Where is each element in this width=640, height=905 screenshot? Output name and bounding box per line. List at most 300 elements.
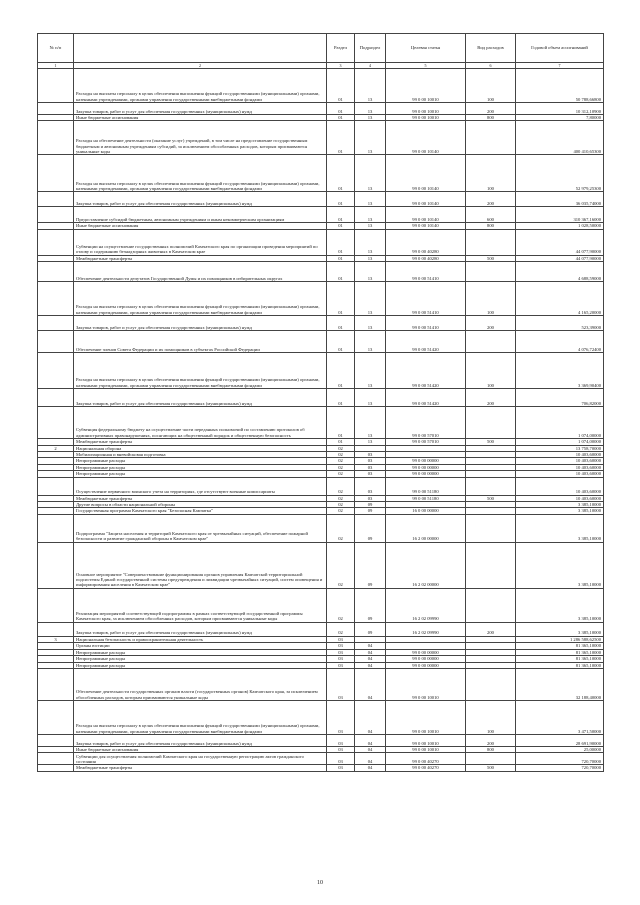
header-expense-type: Вид расходов	[466, 34, 516, 63]
row-target-article: 99 0 00 10010	[386, 103, 466, 115]
header-annual-amount: Годовой объем ассигнований	[516, 34, 604, 63]
row-section: 03	[327, 700, 355, 734]
row-section: 02	[327, 495, 355, 501]
row-subsection: 03	[355, 495, 386, 501]
row-subsection: 13	[355, 223, 386, 229]
row-expense-type: 200	[466, 192, 516, 207]
row-section: 01	[327, 69, 355, 103]
row-name: Национальная оборона	[74, 445, 327, 451]
row-section: 01	[327, 155, 355, 192]
row-section: 03	[327, 765, 355, 771]
row-section: 03	[327, 662, 355, 668]
row-number	[38, 407, 74, 439]
row-section: 03	[327, 656, 355, 662]
row-target-article: 16 2 02 09990	[386, 622, 466, 636]
row-target-article: 99 0 00 10010	[386, 746, 466, 752]
row-expense-type: 100	[466, 282, 516, 316]
row-target-article: 16 2 02 00000	[386, 542, 466, 588]
row-section: 03	[327, 668, 355, 700]
row-subsection: 09	[355, 542, 386, 588]
row-number	[38, 542, 74, 588]
row-target-article: 99 0 00 40270	[386, 765, 466, 771]
row-amount: 4 688,59000	[516, 262, 604, 282]
row-name: Обеспечение деятельности депутатов Государственной Думы и их помощников в избирательных округах	[74, 262, 327, 282]
table-row	[38, 155, 604, 192]
row-subsection: 09	[355, 622, 386, 636]
row-section: 01	[327, 255, 355, 261]
row-section: 03	[327, 649, 355, 655]
row-section: 02	[327, 502, 355, 508]
row-subsection: 13	[355, 69, 386, 103]
header-name	[74, 34, 327, 63]
row-number	[38, 229, 74, 255]
row-section: 03	[327, 753, 355, 765]
row-amount: 3 369,90400	[516, 353, 604, 389]
row-target-article: 99 0 00 57010	[386, 439, 466, 445]
table-row	[38, 262, 604, 282]
row-name: Межбюджетные трансферты	[74, 765, 327, 771]
row-target-article: 16 0 00 00000	[386, 508, 466, 514]
header-target-article: Целевая статья	[386, 34, 466, 63]
row-section: 03	[327, 643, 355, 649]
row-subsection: 04	[355, 765, 386, 771]
row-name: Субвенции на осуществление государственных полномочий Камчатского края по организации проведения мероприятий по отлову и содержанию безнадзорных животных в Камчатском крае	[74, 229, 327, 255]
row-section: 01	[327, 115, 355, 121]
row-name: Осуществление первичного воинского учета на территориях, где отсутствуют военные комиссариаты	[74, 477, 327, 495]
row-section: 03	[327, 734, 355, 746]
row-target-article: 99 0 00 51180	[386, 477, 466, 495]
row-name: Реализация мероприятий соответствующей подпрограммы в рамках соответствующей государственной программы Камчатского края, за исключением обособленных расходов, которым присваиваются уникальные коды	[74, 588, 327, 622]
row-name: Обеспечение членов Совета Федерации и их помощников в субъектах Российской Федерации	[74, 331, 327, 353]
row-amount: 3 471,50000	[516, 700, 604, 734]
column-number: 3	[327, 63, 355, 69]
row-amount: 25,00000	[516, 746, 604, 752]
row-subsection: 04	[355, 649, 386, 655]
row-section: 01	[327, 282, 355, 316]
row-amount: 81 365,10000	[516, 649, 604, 655]
row-name: Межбюджетные трансферты	[74, 255, 327, 261]
row-amount: 10 403,60000	[516, 464, 604, 470]
row-amount: 1 286 588,62500	[516, 636, 604, 642]
row-target-article: 99 0 00 10140	[386, 192, 466, 207]
row-section: 02	[327, 452, 355, 458]
row-expense-type	[466, 477, 516, 495]
row-section: 02	[327, 508, 355, 514]
row-expense-type: 600	[466, 207, 516, 223]
row-name: Непрограммные расходы	[74, 458, 327, 464]
row-expense-type: 200	[466, 316, 516, 331]
row-amount: 3 385,10000	[516, 502, 604, 508]
row-amount: 10 403,60000	[516, 495, 604, 501]
row-name: Государственная программа Камчатского края "Безопасная Камчатка"	[74, 508, 327, 514]
table-header-row	[38, 34, 604, 63]
row-target-article: 99 0 00 51420	[386, 353, 466, 389]
row-section: 01	[327, 439, 355, 445]
row-expense-type	[466, 753, 516, 765]
row-number	[38, 103, 74, 115]
row-expense-type	[466, 262, 516, 282]
row-subsection: 04	[355, 656, 386, 662]
table-row	[38, 734, 604, 746]
table-row	[38, 103, 604, 115]
row-name: Непрограммные расходы	[74, 656, 327, 662]
row-section: 01	[327, 192, 355, 207]
row-name: Расходы на выплаты персоналу в целях обеспечения выполнения функций государственными (муниципальными) органами, казенными учреждениями, органами управления государственными внебюджетными фондами	[74, 282, 327, 316]
table-row	[38, 668, 604, 700]
table-row	[38, 389, 604, 407]
row-subsection: 03	[355, 477, 386, 495]
row-amount: 3 385,10000	[516, 622, 604, 636]
row-section: 02	[327, 588, 355, 622]
row-target-article: 99 0 00 40280	[386, 229, 466, 255]
row-number	[38, 69, 74, 103]
table-row	[38, 331, 604, 353]
row-name: Расходы на выплаты персоналу в целях обеспечения выполнения функций государственными (муниципальными) органами, казенными учреждениями, органами управления государственными внебюджетными фондами	[74, 155, 327, 192]
row-section: 01	[327, 229, 355, 255]
row-name: Органы юстиции	[74, 643, 327, 649]
column-number: 5	[386, 63, 466, 69]
row-subsection: 09	[355, 502, 386, 508]
row-number	[38, 331, 74, 353]
row-name: Иные бюджетные ассигнования	[74, 746, 327, 752]
row-section: 01	[327, 207, 355, 223]
row-subsection: 13	[355, 255, 386, 261]
row-expense-type: 200	[466, 734, 516, 746]
row-name: Расходы на обеспечение деятельности (оказание услуг) учреждений, в том числе на предоставление государственным бюджетным и автономным учреждениям субсидий, за исключением обособленных расходов, которым присваиваются уникальные коды	[74, 121, 327, 155]
row-subsection: 13	[355, 407, 386, 439]
row-target-article: 16 2 02 09990	[386, 588, 466, 622]
row-name: Непрограммные расходы	[74, 649, 327, 655]
row-target-article: 99 0 00 51410	[386, 282, 466, 316]
row-name: Мобилизационная и вневойсковая подготовка	[74, 452, 327, 458]
row-number	[38, 282, 74, 316]
row-number: 2	[38, 445, 74, 451]
row-target-article: 99 0 00 10140	[386, 223, 466, 229]
row-subsection: 13	[355, 103, 386, 115]
row-number	[38, 316, 74, 331]
row-target-article: 99 0 00 00000	[386, 656, 466, 662]
row-number	[38, 353, 74, 389]
row-name: Межбюджетные трансферты	[74, 439, 327, 445]
row-amount: 52 979,25300	[516, 155, 604, 192]
row-target-article: 99 0 00 10010	[386, 734, 466, 746]
row-expense-type: 100	[466, 700, 516, 734]
row-target-article: 99 0 00 10010	[386, 668, 466, 700]
row-amount: 13 758,70000	[516, 445, 604, 451]
row-subsection: 04	[355, 662, 386, 668]
row-name: Закупка товаров, работ и услуг для обеспечения государственных (муниципальных) нужд	[74, 734, 327, 746]
table-row	[38, 353, 604, 389]
row-number: 3	[38, 636, 74, 642]
row-number	[38, 668, 74, 700]
row-subsection: 04	[355, 700, 386, 734]
row-name: Субвенции для осуществления полномочий Камчатского края на государственную регистрацию актов гражданского состояния	[74, 753, 327, 765]
row-amount: 44 077,90000	[516, 229, 604, 255]
row-expense-type: 200	[466, 389, 516, 407]
row-number	[38, 207, 74, 223]
row-amount: 3 385,10000	[516, 514, 604, 542]
row-number	[38, 514, 74, 542]
budget-table-sheet	[37, 33, 603, 772]
row-target-article: 16 2 00 00000	[386, 514, 466, 542]
row-section: 03	[327, 636, 355, 642]
row-section: 01	[327, 331, 355, 353]
table-row	[38, 69, 604, 103]
row-target-article: 99 0 00 00000	[386, 649, 466, 655]
row-subsection: 13	[355, 353, 386, 389]
row-amount: 1 028,50000	[516, 223, 604, 229]
table-row	[38, 542, 604, 588]
row-subsection: 04	[355, 734, 386, 746]
row-amount: 81 365,10000	[516, 662, 604, 668]
row-subsection: 03	[355, 452, 386, 458]
row-number	[38, 734, 74, 746]
row-section: 02	[327, 458, 355, 464]
row-subsection: 13	[355, 121, 386, 155]
row-name: Национальная безопасность и правоохранительная деятельность	[74, 636, 327, 642]
table-row	[38, 588, 604, 622]
row-section: 02	[327, 622, 355, 636]
row-subsection: 13	[355, 389, 386, 407]
row-number	[38, 389, 74, 407]
row-expense-type	[466, 407, 516, 439]
row-subsection: 13	[355, 316, 386, 331]
row-expense-type: 800	[466, 223, 516, 229]
row-amount: 4 076,72400	[516, 331, 604, 353]
row-amount: 7,80000	[516, 115, 604, 121]
column-number: 6	[466, 63, 516, 69]
row-section: 02	[327, 477, 355, 495]
row-name: Расходы на выплаты персоналу в целях обеспечения выполнения функций государственными (муниципальными) органами, казенными учреждениями, органами управления государственными внебюджетными фондами	[74, 353, 327, 389]
row-expense-type: 500	[466, 765, 516, 771]
row-amount: 10 312,10900	[516, 103, 604, 115]
row-subsection: 13	[355, 439, 386, 445]
row-section: 01	[327, 407, 355, 439]
row-expense-type	[466, 542, 516, 588]
row-amount: 10 403,60000	[516, 477, 604, 495]
row-number	[38, 121, 74, 155]
row-amount: 81 365,10000	[516, 643, 604, 649]
row-section: 01	[327, 389, 355, 407]
row-subsection: 03	[355, 471, 386, 477]
row-subsection: 03	[355, 464, 386, 470]
row-expense-type	[466, 514, 516, 542]
table-row	[38, 514, 604, 542]
table-row	[38, 229, 604, 255]
row-name: Иные бюджетные ассигнования	[74, 223, 327, 229]
row-expense-type: 100	[466, 353, 516, 389]
row-name: Непрограммные расходы	[74, 662, 327, 668]
table-row	[38, 121, 604, 155]
row-name: Закупка товаров, работ и услуг для обеспечения государственных (муниципальных) нужд	[74, 192, 327, 207]
row-subsection: 13	[355, 207, 386, 223]
row-target-article: 99 0 00 00000	[386, 662, 466, 668]
row-name: Непрограммные расходы	[74, 464, 327, 470]
row-amount: 36 035,74000	[516, 192, 604, 207]
row-subsection: 13	[355, 331, 386, 353]
header-section: Раздел	[327, 34, 355, 63]
row-expense-type: 800	[466, 746, 516, 752]
row-amount: 4 165,20000	[516, 282, 604, 316]
row-amount: 1 074,00000	[516, 439, 604, 445]
row-name: Другие вопросы в области национальной обороны	[74, 502, 327, 508]
budget-table	[37, 33, 604, 772]
header-number: № п/п	[38, 34, 74, 63]
row-target-article: 99 0 00 51410	[386, 262, 466, 282]
row-section: 02	[327, 542, 355, 588]
row-expense-type: 500	[466, 439, 516, 445]
page-number: 10	[317, 880, 323, 886]
row-number	[38, 155, 74, 192]
row-subsection: 13	[355, 192, 386, 207]
row-amount: 706,82000	[516, 389, 604, 407]
row-amount: 400 410,65300	[516, 121, 604, 155]
row-section: 01	[327, 103, 355, 115]
row-number	[38, 588, 74, 622]
row-expense-type	[466, 121, 516, 155]
row-name: Закупка товаров, работ и услуг для обеспечения государственных (муниципальных) нужд	[74, 316, 327, 331]
row-subsection: 13	[355, 262, 386, 282]
row-subsection: 13	[355, 282, 386, 316]
row-expense-type	[466, 588, 516, 622]
row-amount: 1 074,00000	[516, 407, 604, 439]
row-name: Закупка товаров, работ и услуг для обеспечения государственных (муниципальных) нужд	[74, 622, 327, 636]
row-subsection: 09	[355, 514, 386, 542]
row-number	[38, 765, 74, 771]
table-row	[38, 407, 604, 439]
row-name: Закупка товаров, работ и услуг для обеспечения государственных (муниципальных) нужд	[74, 103, 327, 115]
row-section: 01	[327, 121, 355, 155]
row-amount: 310 367,16000	[516, 207, 604, 223]
row-amount: 81 365,10000	[516, 656, 604, 662]
table-row	[38, 282, 604, 316]
row-section: 02	[327, 464, 355, 470]
row-target-article: 99 0 00 40280	[386, 255, 466, 261]
row-target-article: 99 0 00 00000	[386, 471, 466, 477]
row-target-article: 99 0 00 10140	[386, 207, 466, 223]
row-target-article: 99 0 00 10140	[386, 155, 466, 192]
header-subsection: Подраздел	[355, 34, 386, 63]
row-expense-type	[466, 229, 516, 255]
row-name: Расходы на выплаты персоналу в целях обеспечения выполнения функций государственными (муниципальными) органами, казенными учреждениями, органами управления государственными внебюджетными фондами	[74, 69, 327, 103]
row-subsection: 13	[355, 155, 386, 192]
row-target-article: 99 0 00 10140	[386, 121, 466, 155]
row-expense-type: 100	[466, 155, 516, 192]
row-target-article: 99 0 00 00000	[386, 464, 466, 470]
row-expense-type: 500	[466, 495, 516, 501]
row-number	[38, 622, 74, 636]
table-row	[38, 477, 604, 495]
row-name: Основное мероприятие "Совершенствование функционирования органов управления Камчатской территориальной подсистемы Единой государственной системы предупреждения и ликвидации чрезвычайных ситуаций, систем оповещения и информирования населения в Камчатском крае"	[74, 542, 327, 588]
table-row	[38, 700, 604, 734]
row-subsection: 04	[355, 753, 386, 765]
row-target-article: 99 0 00 40270	[386, 753, 466, 765]
row-expense-type: 200	[466, 622, 516, 636]
column-number: 2	[74, 63, 327, 69]
table-row	[38, 207, 604, 223]
row-section: 01	[327, 262, 355, 282]
row-subsection: 04	[355, 668, 386, 700]
row-amount: 3 385,10000	[516, 588, 604, 622]
row-amount: 28 691,90000	[516, 734, 604, 746]
row-subsection: 09	[355, 588, 386, 622]
row-target-article: 99 0 00 10010	[386, 115, 466, 121]
row-section: 03	[327, 746, 355, 752]
row-amount: 3 385,10000	[516, 508, 604, 514]
table-row	[38, 622, 604, 636]
row-target-article: 99 0 00 10010	[386, 700, 466, 734]
row-amount: 44 077,90000	[516, 255, 604, 261]
row-amount: 10 403,60000	[516, 458, 604, 464]
row-subsection: 04	[355, 746, 386, 752]
row-section: 02	[327, 445, 355, 451]
row-expense-type: 800	[466, 115, 516, 121]
row-name: Субвенция федеральному бюджету на осуществление части переданных полномочий по составлению протоколов об административных правонарушениях, посягающих на общественный порядок и общественную безопасность	[74, 407, 327, 439]
row-expense-type	[466, 668, 516, 700]
row-target-article: 99 0 00 57010	[386, 407, 466, 439]
row-expense-type: 500	[466, 255, 516, 261]
row-section: 02	[327, 514, 355, 542]
row-name: Межбюджетные трансферты	[74, 495, 327, 501]
row-name: Закупка товаров, работ и услуг для обеспечения государственных (муниципальных) нужд	[74, 389, 327, 407]
row-target-article: 99 0 00 51410	[386, 316, 466, 331]
row-amount: 3 385,10000	[516, 542, 604, 588]
row-expense-type: 200	[466, 103, 516, 115]
row-name: Подпрограмма "Защита населения и территорий Камчатского края от чрезвычайных ситуаций, обеспечение пожарной безопасности и развитие гражданской обороны в Камчатском крае"	[74, 514, 327, 542]
row-amount: 720,70000	[516, 765, 604, 771]
table-row	[38, 316, 604, 331]
column-number: 7	[516, 63, 604, 69]
row-section: 01	[327, 353, 355, 389]
row-amount: 10 403,60000	[516, 471, 604, 477]
column-number: 1	[38, 63, 74, 69]
row-name: Иные бюджетные ассигнования	[74, 115, 327, 121]
row-target-article: 99 0 00 51420	[386, 331, 466, 353]
row-expense-type: 100	[466, 69, 516, 103]
row-subsection: 04	[355, 643, 386, 649]
row-name: Расходы на выплаты персоналу в целях обеспечения выполнения функций государственными (муниципальными) органами, казенными учреждениями, органами управления государственными внебюджетными фондами	[74, 700, 327, 734]
row-target-article: 99 0 00 51420	[386, 389, 466, 407]
row-subsection: 13	[355, 115, 386, 121]
row-name: Непрограммные расходы	[74, 471, 327, 477]
table-body	[38, 69, 604, 772]
row-amount: 10 403,60000	[516, 452, 604, 458]
row-name: Предоставление субсидий бюджетным, автономным учреждениям и иным некоммерческим организациям	[74, 207, 327, 223]
row-expense-type	[466, 331, 516, 353]
row-subsection: 09	[355, 508, 386, 514]
row-subsection: 03	[355, 458, 386, 464]
row-target-article: 99 0 00 10010	[386, 69, 466, 103]
row-number	[38, 700, 74, 734]
row-target-article: 99 0 00 51180	[386, 495, 466, 501]
row-target-article: 99 0 00 00000	[386, 458, 466, 464]
table-row	[38, 753, 604, 765]
row-section: 02	[327, 471, 355, 477]
row-section: 01	[327, 316, 355, 331]
row-number	[38, 753, 74, 765]
row-number	[38, 262, 74, 282]
column-number: 4	[355, 63, 386, 69]
row-amount: 523,39000	[516, 316, 604, 331]
row-number	[38, 192, 74, 207]
row-amount: 32 188,40000	[516, 668, 604, 700]
row-name: Обеспечение деятельности государственных органов власти (государственных органов) Камчатского края, за исключением обособленных расходов, которым присваиваются уникальные коды	[74, 668, 327, 700]
row-amount: 720,70000	[516, 753, 604, 765]
row-number	[38, 477, 74, 495]
table-row	[38, 765, 604, 771]
row-amount: 50 788,66800	[516, 69, 604, 103]
table-row	[38, 192, 604, 207]
